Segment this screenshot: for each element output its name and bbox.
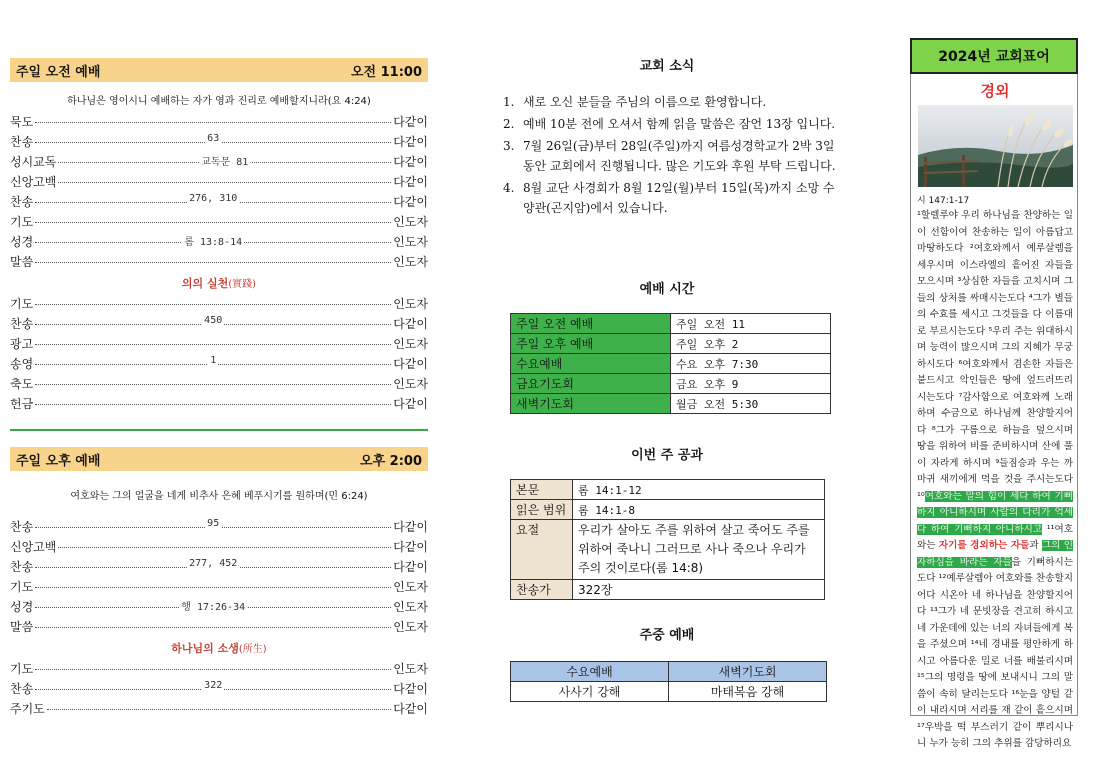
church-motto-panel [910,38,1078,749]
afternoon-service-section [10,447,428,720]
order-item-detail: 롬 13:8-14 [182,233,244,248]
order-row [10,335,428,355]
order-item-leader: 인도자 [393,255,428,269]
order-row [10,133,428,153]
order-item-name: 묵도 [10,115,34,129]
order-item-leader: 다같이 [393,135,428,149]
order-item-leader: 다같이 [393,317,428,331]
dotted-leader [35,315,391,326]
schedule-label: 주일 오후 예배 [511,334,671,354]
order-item-name: 찬송 [10,520,34,534]
order-item-name: 말씀 [10,255,34,269]
order-item-leader: 다같이 [393,682,428,696]
lesson-value: 롬 14:1-12 [573,480,825,500]
dotted-leader [35,355,391,366]
schedule-label: 수요예배 [511,354,671,374]
afternoon-service-verse: 여호와는 그의 얼굴을 네게 비추사 은혜 베푸시기를 원하며(민 6:24) [70,491,368,502]
table-row [511,500,825,520]
scripture-text [917,208,1073,753]
order-item-leader: 다같이 [393,397,428,411]
order-item-detail: 95 [207,518,220,529]
dotted-leader [35,222,391,223]
table-row [511,480,825,500]
dotted-leader [58,157,391,168]
table-row [511,662,827,682]
afternoon-subheading-text: 하나님의 소생 [171,642,239,655]
order-item-leader: 인도자 [393,662,428,676]
lesson-label: 요절 [511,520,573,580]
dotted-leader [35,602,391,613]
dotted-leader [35,518,391,529]
order-item-detail: 276, 310 [189,193,238,204]
schedule-value: 주일 오전 11 [671,314,831,334]
news-item-text: 예배 10분 전에 오셔서 함께 읽을 말씀은 잠언 13장 입니다. [523,117,836,131]
lesson-value: 롬 14:1-8 [573,500,825,520]
schedule-value: 금요 오후 9 [671,374,831,394]
afternoon-service-title: 주일 오후 예배 [16,453,101,469]
dotted-leader [35,384,391,385]
order-row [10,618,428,638]
schedule-title: 예배 시간 [639,282,695,297]
order-row [10,213,428,233]
news-item-number: 4. [503,181,515,195]
afternoon-service-header [10,447,428,471]
morning-service-verse: 하나님은 영이시니 예배하는 자가 영과 진리로 예배할지니라(요 4:24) [67,96,371,107]
table-row [511,374,831,394]
schedule-value: 수요 오후 7:30 [671,354,831,374]
table-row [511,682,827,702]
news-title: 교회 소식 [639,59,695,74]
morning-subheading-text: 의의 실천 [181,277,229,290]
order-item-detail: 교독문 81 [199,153,250,168]
order-item-name: 기도 [10,297,34,311]
afternoon-order-list-a [10,518,428,638]
morning-order-list-a [10,113,428,273]
morning-subheading [10,273,428,295]
order-row [10,395,428,415]
order-item-name: 기도 [10,580,34,594]
order-item-leader: 다같이 [393,540,428,554]
morning-service-time: 오전 11:00 [350,64,422,80]
table-row [511,354,831,374]
order-row [10,660,428,680]
table-row [511,580,825,600]
order-item-detail: 63 [207,133,220,144]
morning-subheading-hanja: (實踐) [228,279,257,290]
midweek-table [510,661,827,702]
dotted-leader [35,404,391,405]
order-item-detail: 322 [204,680,223,691]
order-row [10,680,428,700]
lesson-label: 찬송가 [511,580,573,600]
order-row [10,578,428,598]
lesson-value: 우리가 살아도 주를 위하여 살고 죽어도 주를 위하여 죽나니 그러므로 사나 죽으나 우리가 주의 것이로다(롬 14:8) [573,520,825,580]
dotted-leader [35,304,391,305]
reed-landscape-photo [918,105,1073,187]
scripture-part: ¹할렐루야 우리 하나님을 찬양하는 일이 선함이여 찬송하는 일이 아름답고 마땅하도다 ²여호와께서 예루살렘을 세우시며 이스라엘의 흩어진 자들을 모으시며 ³상심한 자들을 고치시며 그들의 상처를 싸매시는도다 ⁴그가 별들의 수효를 세시고 그것들을 다 이름대로 부르시는도다 ⁵우리 주는 위대하시며 능력이 많으시며 그의 지혜가 무궁하시도다 ⁶여호와께서 겸손한 자들은 붙드시고 악인들은 땅에 엎드러뜨리시는도다 ⁷감사함으로 여호와께 노래하며 수금으로 하나님께 찬양할지어다 ⁸그가 구름으로 하늘을 덮으시며 땅을 위하여 비를 준비하시며 산에 풀이 자라게 하시며 ⁹들짐승과 우는 까마귀 새끼에게 먹을 것을 주시는도다 ¹⁰ [917,210,1073,502]
dotted-leader [35,122,391,123]
morning-service-section [10,58,428,415]
midweek-header: 수요예배 [511,662,669,682]
order-row [10,355,428,375]
order-row [10,518,428,538]
afternoon-subheading [10,638,428,660]
table-row [511,314,831,334]
order-row [10,193,428,213]
order-item-leader: 인도자 [393,215,428,229]
order-item-name: 기도 [10,662,34,676]
order-item-name: 기도 [10,215,34,229]
order-item-leader: 인도자 [393,580,428,594]
order-row [10,538,428,558]
order-item-name: 말씀 [10,620,34,634]
order-item-leader: 다같이 [393,115,428,129]
dotted-leader [35,669,391,670]
order-row [10,253,428,273]
order-item-leader: 다같이 [393,560,428,574]
news-item [503,92,837,112]
order-item-leader: 다같이 [393,702,428,716]
order-item-leader: 다같이 [393,195,428,209]
schedule-label: 새벽기도회 [511,394,671,414]
middle-column [497,55,837,702]
motto-title: 2024년 교회표어 [910,38,1078,74]
lesson-title: 이번 주 공과 [631,448,703,463]
midweek-value: 사사기 강해 [511,682,669,702]
morning-order-list-b [10,295,428,415]
order-item-name: 찬송 [10,560,34,574]
schedule-label: 금요기도회 [511,374,671,394]
order-row [10,295,428,315]
schedule-value: 주일 오후 2 [671,334,831,354]
table-row [511,334,831,354]
order-item-leader: 다같이 [393,155,428,169]
order-item-name: 헌금 [10,397,34,411]
order-row [10,315,428,335]
schedule-label: 주일 오전 예배 [511,314,671,334]
order-item-leader: 인도자 [393,600,428,614]
order-item-leader: 인도자 [393,620,428,634]
order-item-detail: 277, 452 [189,558,238,569]
order-item-detail: 450 [204,315,223,326]
dotted-leader [35,262,391,263]
order-item-name: 찬송 [10,195,34,209]
order-row [10,113,428,133]
order-item-name: 광고 [10,337,34,351]
order-item-leader: 다같이 [393,357,428,371]
news-item-number: 2. [503,117,515,131]
afternoon-service-time: 오후 2:00 [360,453,422,469]
order-item-leader: 다같이 [393,175,428,189]
dotted-leader [35,680,391,691]
lesson-label: 본문 [511,480,573,500]
news-item-number: 1. [503,95,515,109]
midweek-value: 마태복음 강해 [669,682,827,702]
dotted-leader [35,133,391,144]
order-row [10,598,428,618]
order-item-name: 성경 [10,235,34,249]
morning-service-header [10,58,428,82]
scripture-emphasis: 자기를 경외하는 자들 [938,540,1030,551]
motto-box [910,74,1078,749]
order-item-leader: 인도자 [393,297,428,311]
scripture-reference: 시 147:1-17 [917,196,970,206]
motto-word: 경외 [980,82,1010,100]
order-row [10,173,428,193]
order-item-detail: 행 17:26-34 [179,598,247,613]
news-item-text: 새로 오신 분들을 주님의 이름으로 환영합니다. [523,95,767,109]
news-item [503,114,837,134]
order-item-leader: 인도자 [393,377,428,391]
schedule-table [510,313,831,414]
dotted-leader [35,344,391,345]
scripture-highlight: 그의 인자하심을 바라는 자들 [917,540,1073,568]
dotted-leader [58,547,391,548]
news-item-text: 7월 26일(금)부터 28일(주일)까지 여름성경학교가 2박 3일 동안 교회에서 진행됩니다. 많은 기도와 후원 부탁 드립니다. [523,139,836,173]
table-row [511,394,831,414]
table-row [511,520,825,580]
dotted-leader [47,709,391,710]
section-divider [10,429,428,431]
dotted-leader [35,587,391,588]
order-item-name: 찬송 [10,317,34,331]
order-row [10,375,428,395]
afternoon-order-list-b [10,660,428,720]
midweek-header: 새벽기도회 [669,662,827,682]
scripture-highlight: 여호와는 말의 힘이 세다 하여 기뻐하지 아니하시며 사람의 다리가 억세다 하여 기뻐하지 아니하시고 [917,490,1073,535]
afternoon-subheading-hanja: (所生) [238,644,267,655]
order-row [10,558,428,578]
scripture-part: 을 기뻐하시는도다 ¹²예루살렘아 여호와를 찬송할지어다 시온아 네 하나님을 찬양할지어다 ¹³그가 네 문빗장을 견고히 하시고 네 가운데에 있는 너의 자녀들에게 복을 주셨으며 ¹⁴네 경내를 평안하게 하시고 아름다운 밀로 너를 배불리시며 ¹⁵그의 명령을 땅에 보내시니 그의 말씀이 속히 달리는도다 ¹⁶눈을 양털 같이 내리시며 서리를 재 같이 흩으시며 ¹⁷우박을 떡 부스러기 같이 뿌리시나니 누가 능히 그의 추위를 감당하리요 [917,556,1073,749]
order-row [10,233,428,253]
order-item-name: 축도 [10,377,34,391]
dotted-leader [35,193,391,204]
lesson-value: 322장 [573,580,825,600]
news-list [497,92,837,218]
order-item-name: 송영 [10,357,34,371]
scripture-part: ¹¹여호와는 [917,523,1074,551]
order-item-name: 성경 [10,600,34,614]
news-item-text: 8월 교단 사경회가 8월 12일(월)부터 15일(목)까지 소망 수양관(곤지암)에서 있습니다. [523,181,835,215]
order-item-detail: 1 [210,355,217,366]
order-item-name: 성시교독 [10,155,57,169]
order-item-name: 신앙고백 [10,540,57,554]
order-item-leader: 인도자 [393,337,428,351]
news-item-number: 3. [503,139,515,153]
midweek-title: 주중 예배 [639,628,695,643]
morning-service-title: 주일 오전 예배 [16,64,101,80]
lesson-label: 읽은 범위 [511,500,573,520]
news-item [503,178,837,218]
dotted-leader [35,237,391,248]
order-item-name: 신앙고백 [10,175,57,189]
order-row [10,700,428,720]
lesson-table [510,479,825,600]
dotted-leader [35,627,391,628]
dotted-leader [58,182,391,183]
news-item [503,136,837,176]
order-row [10,153,428,173]
order-item-leader: 다같이 [393,520,428,534]
schedule-value: 월금 오전 5:30 [671,394,831,414]
order-item-leader: 인도자 [393,235,428,249]
scripture-part: 과 [1029,540,1042,551]
dotted-leader [35,558,391,569]
order-item-name: 찬송 [10,682,34,696]
order-item-name: 찬송 [10,135,34,149]
order-item-name: 주기도 [10,702,45,716]
